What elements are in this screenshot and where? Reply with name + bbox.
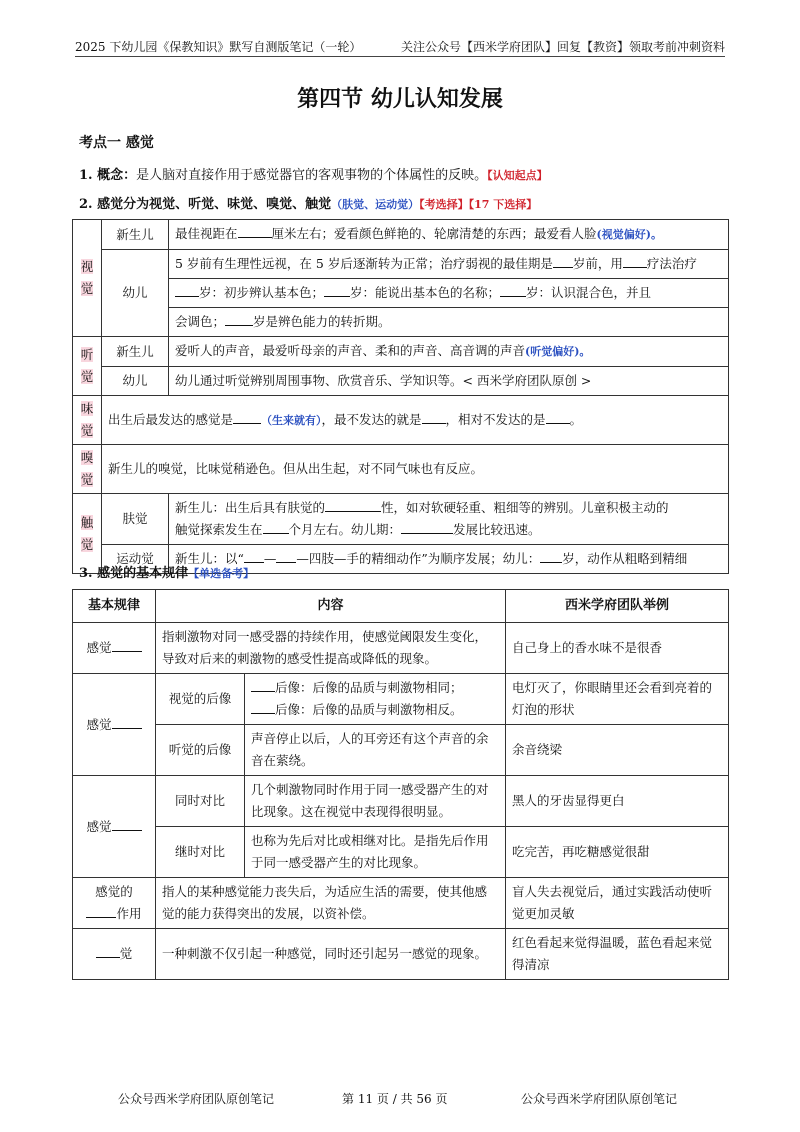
kaodian-heading: 考点一 感觉 — [79, 135, 154, 151]
header-left: 2025 下幼儿园《保教知识》默写自测版笔记（一轮） — [75, 40, 362, 54]
sub-motion: 运动觉 — [102, 545, 169, 574]
afterimage-auditory-example: 余音绕梁 — [506, 725, 729, 776]
afterimage-visual-example: 电灯灭了，你眼睛里还会看到亮着的灯泡的形状 — [506, 674, 729, 725]
footer-page-number: 第 11 页 / 共 56 页 — [342, 1092, 448, 1106]
taste-cell: 出生后最发达的感觉是 （生来就有），最不发达的就是 ，相对不发达的是 。 — [102, 396, 729, 445]
category-smell: 嗅觉 — [80, 450, 94, 487]
law-contrast: 感觉 — [73, 776, 156, 878]
types-note: （肤觉、运动觉） — [331, 198, 420, 211]
vision-child-cell-1: 5 岁前有生理性远视，在 5 岁后逐渐转为正常；治疗弱视的最佳期是 岁前，用 疗法治疗 — [169, 250, 729, 279]
smell-cell: 新生儿的嗅觉，比味觉稍逊色。但从出生起，对不同气味也有反应。 — [102, 445, 729, 494]
col-law: 基本规律 — [73, 590, 156, 623]
afterimage-auditory: 听觉的后像 — [156, 725, 245, 776]
law-afterimage: 感觉 — [73, 674, 156, 776]
footer-right: 公众号西米学府团队原创笔记 — [521, 1092, 678, 1106]
hearing-newborn-cell: 爱听人的声音，最爱听母亲的声音、柔和的声音、高音调的声音(听觉偏好)。 — [169, 337, 729, 367]
header-right: 关注公众号【西米学府团队】回复【教资】领取考前冲刺资料 — [400, 40, 725, 54]
category-hearing: 听觉 — [80, 347, 94, 384]
sense-laws-table — [72, 589, 729, 980]
laws-tag: 【单选备考】 — [188, 567, 255, 580]
sub-newborn-hearing: 新生儿 — [102, 337, 169, 367]
law-synesthesia-content: 一种刺激不仅引起一种感觉，同时还引起另一感觉的现象。 — [156, 929, 506, 980]
section-title: 第四节 幼儿认知发展 — [297, 87, 503, 112]
skin-cell: 新生儿：出生后具有肤觉的 性，如对软硬轻重、粗细等的辨别。儿童积极主动的 触觉探索发生在 个月左右。幼儿期： 发展比较迅速。 — [169, 494, 729, 545]
laws-label: 3. 感觉的基本规律 — [79, 566, 189, 581]
types-tag2: 【17 下选择】 — [468, 198, 538, 211]
contrast-successive: 继时对比 — [156, 827, 245, 878]
law-compensation: 感觉的 作用 — [73, 878, 156, 929]
sub-child-hearing: 幼儿 — [102, 367, 169, 396]
category-touch: 触觉 — [80, 514, 94, 552]
col-content: 内容 — [156, 590, 506, 623]
law-adaptation-content: 指刺激物对同一感受器的持续作用，使感觉阈限发生变化，导致对后来的刺激物的感受性提高或降低的现象。 — [156, 623, 506, 674]
laws-paragraph — [79, 562, 254, 581]
contrast-successive-content: 也称为先后对比或相继对比。是指先后作用于同一感受器产生的对比现象。 — [245, 827, 506, 878]
category-taste: 味觉 — [80, 401, 94, 438]
vision-child-cell-3: 会调色； 岁是辨色能力的转折期。 — [169, 308, 729, 337]
motion-cell: 新生儿：以“ — —四肢—手的精细动作”为顺序发展；幼儿： 岁，动作从粗略到精细 — [169, 545, 729, 574]
category-vision: 视觉 — [80, 259, 94, 296]
types-label: 2. 感觉分为视觉、听觉、味觉、嗅觉、触觉 — [79, 197, 332, 212]
hearing-child-cell: 幼儿通过听觉辨别周围事物、欣赏音乐、学知识等。< 西米学府团队原创 > — [169, 367, 729, 396]
afterimage-auditory-content: 声音停止以后，人的耳旁还有这个声音的余音在萦绕。 — [245, 725, 506, 776]
afterimage-visual-content: 后像：后像的品质与刺激物相同； 后像：后像的品质与刺激物相反。 — [245, 674, 506, 725]
contrast-simultaneous-content: 几个刺激物同时作用于同一感受器产生的对比现象。这在视觉中表现得很明显。 — [245, 776, 506, 827]
law-compensation-example: 盲人失去视觉后，通过实践活动使听觉更加灵敏 — [506, 878, 729, 929]
types-paragraph — [79, 193, 537, 212]
concept-text: 是人脑对直接作用于感觉器官的客观事物的个体属性的反映。 — [136, 168, 488, 183]
page-header — [75, 36, 725, 57]
vision-child-cell-2: 岁：初步辨认基本色； 岁：能说出基本色的名称； 岁：认识混合色，并且 — [169, 279, 729, 308]
afterimage-visual: 视觉的后像 — [156, 674, 245, 725]
concept-paragraph — [79, 164, 548, 183]
vision-newborn-cell: 最佳视距在 厘米左右；爱看颜色鲜艳的、轮廓清楚的东西；最爱看人脸(视觉偏好)。 — [169, 220, 729, 250]
contrast-successive-example: 吃完苦，再吃糖感觉很甜 — [506, 827, 729, 878]
concept-label: 1. 概念： — [79, 168, 137, 183]
law-synesthesia-example: 红色看起来觉得温暖，蓝色看起来觉得清凉 — [506, 929, 729, 980]
col-example: 西米学府团队举例 — [506, 590, 729, 623]
law-compensation-content: 指人的某种感觉能力丧失后，为适应生活的需要，使其他感觉的能力获得突出的发展，以资补偿。 — [156, 878, 506, 929]
sub-skin: 肤觉 — [102, 494, 169, 545]
footer-left: 公众号西米学府团队原创笔记 — [118, 1092, 275, 1106]
law-adaptation-example: 自己身上的香水味不是很香 — [506, 623, 729, 674]
concept-tag: 【认知起点】 — [487, 169, 548, 182]
sub-newborn: 新生儿 — [102, 220, 169, 250]
types-tag1: 【考选择】 — [419, 198, 469, 211]
contrast-simultaneous-example: 黑人的牙齿显得更白 — [506, 776, 729, 827]
law-adaptation: 感觉 — [73, 623, 156, 674]
sense-types-table — [72, 219, 729, 574]
contrast-simultaneous: 同时对比 — [156, 776, 245, 827]
sub-child: 幼儿 — [102, 250, 169, 337]
law-synesthesia: 觉 — [73, 929, 156, 980]
